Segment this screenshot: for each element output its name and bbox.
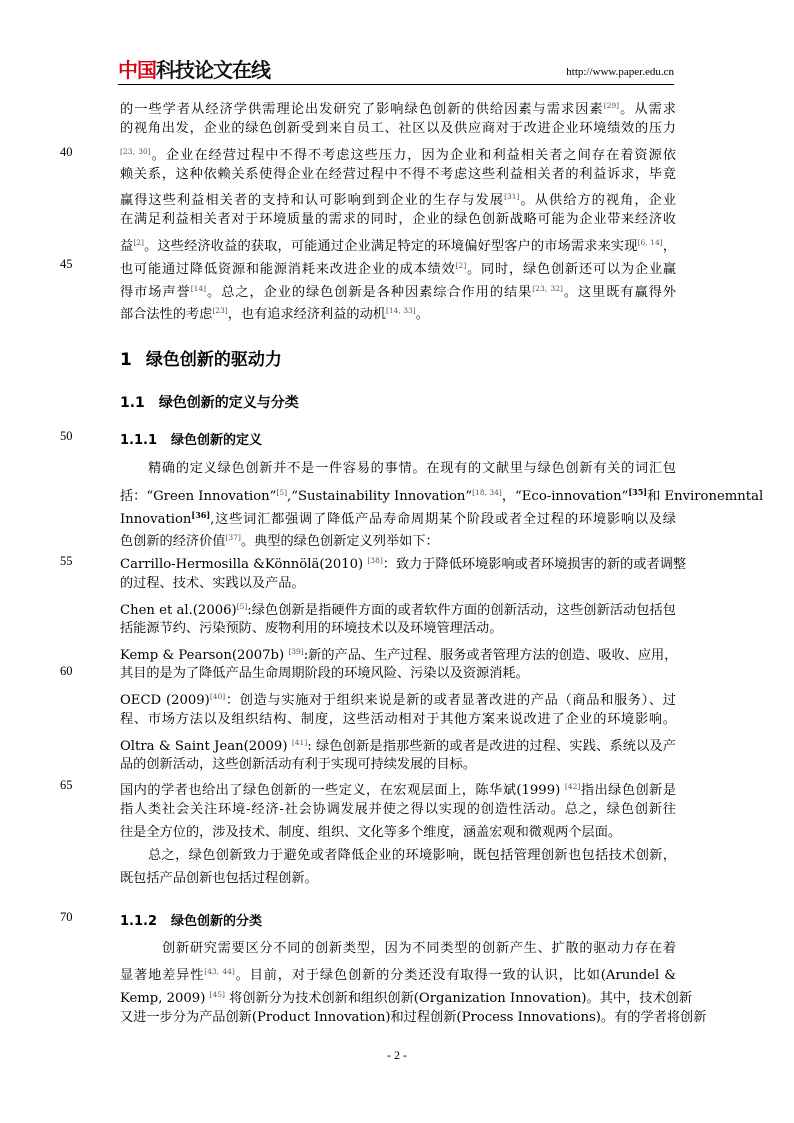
section-heading-1-1-2: 1.1.2 绿色创新的分类 — [120, 914, 263, 929]
journal-logo: 中国科技论文在线 — [118, 58, 270, 82]
definition-line: Kemp & Pearson(2007b) [39]:新的产品、生产过程、服务或者管理方法的创造、吸收、应用， — [120, 647, 678, 663]
paragraph-line: 赖关系，这种依赖关系使得企业在经营过程中不得不考虑这些利益相关者的利益诉求，毕竟 — [120, 167, 676, 182]
paragraph-line: [23, 30]。企业在经营过程中不得不考虑这些压力，因为企业和利益相关者之间存在着资源依 — [120, 147, 676, 163]
paragraph-line: 创新研究需要区分不同的创新类型，因为不同类型的创新产生、扩散的驱动力存在着 — [162, 941, 676, 956]
section-heading-1: 1 绿色创新的驱动力 — [120, 350, 282, 370]
paragraph-line: 益[2]。这些经济收益的获取，可能通过企业满足特定的环境偏好型客户的市场需求来实现[6, 14]， — [120, 238, 677, 254]
line-number-55: 55 — [60, 554, 73, 568]
definition-line: 品的创新活动，这些创新活动有利于实现可持续发展的目标。 — [120, 757, 477, 772]
definition-line: 程、市场方法以及组织结构、制度，这些活动相对于其他方案来说改进了企业的环境影响。 — [120, 712, 676, 727]
paragraph-line: 精确的定义绿色创新并不是一件容易的事情。在现有的文献里与绿色创新有关的词汇包 — [148, 461, 676, 476]
definition-line: 括能源节约、污染预防、废物利用的环境技术以及环境管理活动。 — [120, 621, 503, 636]
definition-line: 其目的是为了降低产品生命周期阶段的环境风险、污染以及资源消耗。 — [120, 666, 529, 681]
paragraph-line: 括：“Green Innovation”[5],“Sustainability Innovation”[18, 34]，“Eco-innovation”[35]和 Environemntal — [120, 487, 764, 504]
paragraph-line: Kemp, 2009) [45] 将创新分为技术创新和组织创新(Organization Innovation)。其中，技术创新 — [120, 990, 693, 1006]
line-number-50: 50 — [60, 429, 73, 443]
definition-line: 往是全方位的，涉及技术、制度、组织、文化等多个维度，涵盖宏观和微观两个层面。 — [120, 825, 622, 840]
paragraph-line: 总之，绿色创新致力于避免或者降低企业的环境影响，既包括管理创新也包括技术创新， — [148, 848, 676, 863]
paragraph-line: 在满足利益相关者对于环境质量的需求的同时，企业的绿色创新战略可能为企业带来经济收 — [120, 212, 676, 227]
line-number-60: 60 — [60, 664, 73, 678]
paragraph-line: 部合法性的考虑[23]，也有追求经济利益的动机[14, 33]。 — [120, 306, 429, 322]
section-heading-1-1-1: 1.1.1 绿色创新的定义 — [120, 433, 263, 448]
line-number-65: 65 — [60, 778, 73, 792]
section-heading-1-1: 1.1 绿色创新的定义与分类 — [120, 395, 299, 411]
paragraph-line: 的视角出发，企业的绿色创新受到来自员工、社区以及供应商对于改进企业环境绩效的压力 — [120, 121, 676, 136]
paragraph-line: 显著地差异性[43, 44]。目前，对于绿色创新的分类还没有取得一致的认识，比如(Arundel & — [120, 967, 676, 983]
line-number-45: 45 — [60, 257, 73, 271]
paragraph-line: 又进一步分为产品创新(Product Innovation)和过程创新(Process Innovations)。有的学者将创新 — [120, 1010, 707, 1025]
paragraph-line: Innovation[36],这些词汇都强调了降低产品寿命周期某个阶段或者全过程的环境影响以及绿 — [120, 510, 676, 527]
line-number-40: 40 — [60, 145, 73, 159]
definition-line: Chen et al.(2006)[5]:绿色创新是指硬件方面的或者软件方面的创新活动，这些创新活动包括包 — [120, 602, 676, 618]
paragraph-line: 赢得这些利益相关者的支持和认可影响到到企业的生存与发展[31]。从供给方的视角，企业 — [120, 192, 677, 208]
page-header — [118, 58, 674, 85]
paragraph-line: 也可能通过降低资源和能源消耗来改进企业的成本绩效[2]。同时，绿色创新还可以为企业赢 — [120, 261, 677, 277]
definition-line: OECD (2009)[40]：创造与实施对于组织来说是新的或者显著改进的产品（商品和服务）、过 — [120, 692, 676, 708]
definition-line: 的过程、技术、实践以及产品。 — [120, 576, 305, 591]
paragraph-line: 既包括产品创新也包括过程创新。 — [120, 871, 318, 886]
paragraph-line: 得市场声誉[14]。总之，企业的绿色创新是各种因素综合作用的结果[23, 32]。这里既有赢得外 — [120, 284, 677, 300]
line-number-70: 70 — [60, 910, 73, 924]
definition-line: Carrillo-Hermosilla &Könnölä(2010) [38]：致力于降低环境影响或者环境损害的新的或者调整 — [120, 556, 687, 572]
paragraph-line: 的一些学者从经济学供需理论出发研究了影响绿色创新的供给因素与需求因素[29]。从需求 — [120, 101, 676, 117]
definition-line: Oltra & Saint Jean(2009) [41]: 绿色创新是指那些新的或者是改进的过程、实践、系统以及产 — [120, 738, 676, 754]
definition-line: 指人类社会关注环境-经济-社会协调发展并使之得以实现的创造性活动。总之，绿色创新往 — [120, 802, 676, 817]
page-number: - 2 - — [387, 1048, 407, 1062]
site-url[interactable]: http://www.paper.edu.cn — [566, 66, 674, 78]
paragraph-line: 色创新的经济价值[37]。典型的绿色创新定义列举如下： — [120, 533, 439, 549]
definition-line: 国内的学者也给出了绿色创新的一些定义，在宏观层面上，陈华斌(1999) [42]指出绿色创新是 — [120, 782, 677, 798]
